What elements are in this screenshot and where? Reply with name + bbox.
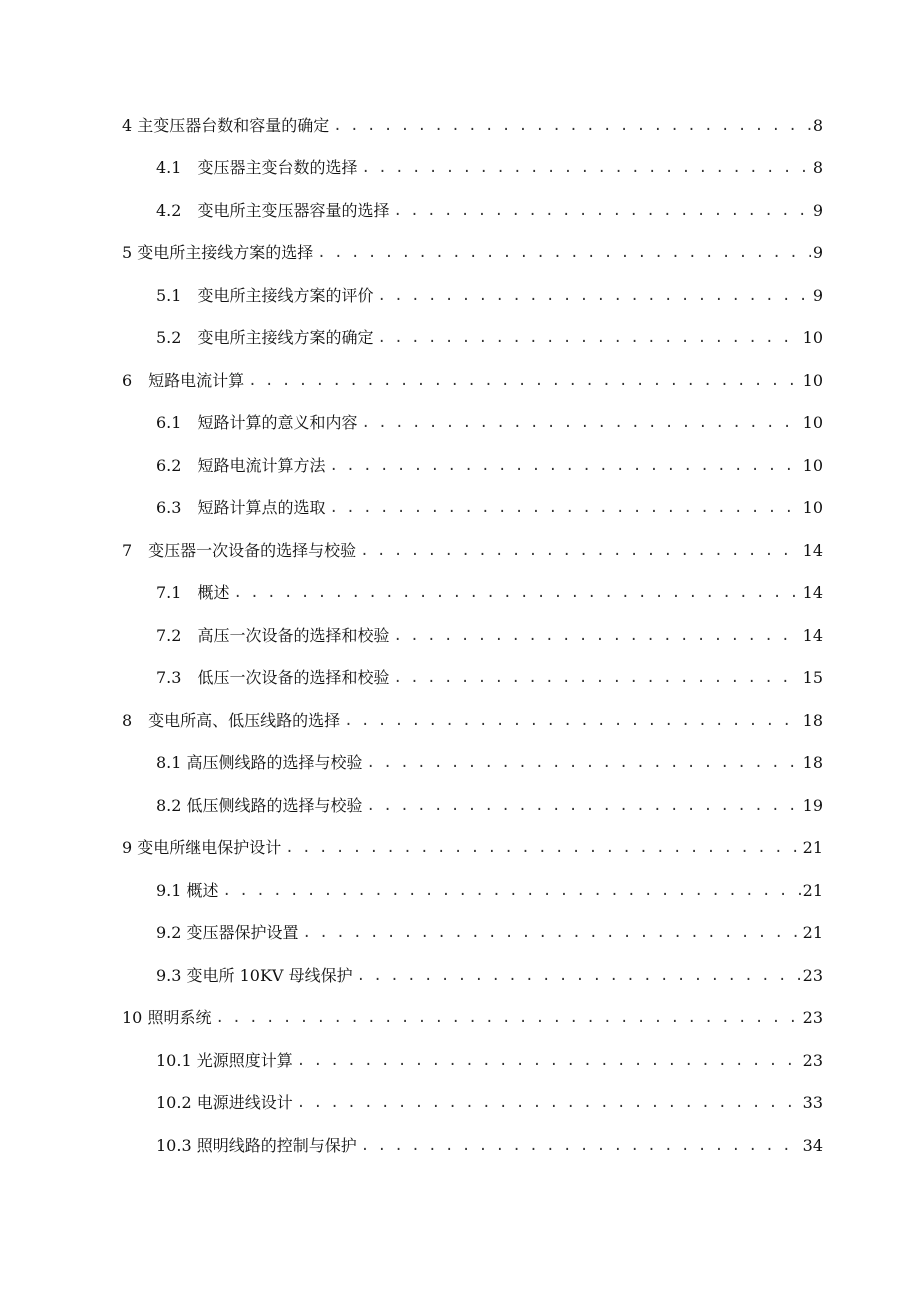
toc-dot-leader	[361, 1125, 801, 1167]
toc-entry-title: 8.1 高压侧线路的选择与校验	[156, 753, 363, 772]
toc-page-number: 10	[802, 413, 823, 432]
toc-entry-title: 10.1 光源照度计算	[156, 1051, 293, 1070]
toc-entry-title: 10.3 照明线路的控制与保护	[156, 1136, 357, 1155]
toc-entry[interactable]	[156, 317, 823, 359]
toc-page-number: 21	[802, 881, 823, 900]
toc-entry[interactable]	[156, 572, 823, 614]
toc-dot-leader	[393, 615, 800, 657]
toc-entry-title: 4.1 变压器主变台数的选择	[156, 158, 358, 177]
toc-page-number: 9	[812, 201, 823, 220]
toc-page-number: 23	[802, 1008, 823, 1027]
toc-dot-leader	[329, 487, 800, 529]
toc-entry-title: 10.2 电源进线设计	[156, 1093, 293, 1112]
toc-page-number: 18	[802, 753, 823, 772]
toc-dot-leader	[333, 105, 811, 147]
toc-entry-title: 4.2 变电所主变压器容量的选择	[156, 201, 390, 220]
toc-entry[interactable]	[156, 1125, 823, 1167]
toc-entry-title: 6.3 短路计算点的选取	[156, 498, 326, 517]
toc-dot-leader	[317, 232, 811, 274]
toc-dot-leader	[285, 827, 800, 869]
toc-entry[interactable]	[122, 827, 823, 869]
toc-entry[interactable]	[122, 360, 823, 402]
toc-entry-title: 4 主变压器台数和容量的确定	[122, 116, 330, 135]
toc-page-number: 34	[802, 1136, 823, 1155]
toc-dot-leader	[233, 572, 800, 614]
toc-page-number: 19	[802, 796, 823, 815]
toc-entry[interactable]	[156, 445, 823, 487]
toc-entry-title: 7.1 概述	[156, 583, 230, 602]
toc-page-number: 21	[802, 838, 823, 857]
toc-dot-leader	[215, 997, 800, 1039]
toc-page-number: 23	[802, 966, 823, 985]
toc-page-number: 14	[802, 583, 823, 602]
toc-entry[interactable]	[156, 487, 823, 529]
toc-page-number: 10	[802, 371, 823, 390]
toc-entry[interactable]	[156, 870, 823, 912]
toc-entry[interactable]	[122, 700, 823, 742]
toc-entry[interactable]	[156, 615, 823, 657]
toc-page-number: 8	[812, 116, 823, 135]
toc-dot-leader	[223, 870, 801, 912]
toc-page-number: 15	[802, 668, 823, 687]
toc-entry-title: 9.2 变压器保护设置	[156, 923, 299, 942]
toc-entry[interactable]	[156, 147, 823, 189]
toc-entry[interactable]	[156, 190, 823, 232]
toc-dot-leader	[248, 360, 800, 402]
toc-entry[interactable]	[156, 1040, 823, 1082]
toc-page-number: 8	[812, 158, 823, 177]
toc-entry-title: 6 短路电流计算	[122, 371, 245, 390]
toc-entry[interactable]	[122, 105, 823, 147]
toc-dot-leader	[377, 275, 810, 317]
toc-dot-leader	[377, 317, 800, 359]
toc-entry-title: 8.2 低压侧线路的选择与校验	[156, 796, 363, 815]
toc-entry[interactable]	[122, 997, 823, 1039]
toc-entry-title: 5 变电所主接线方案的选择	[122, 243, 314, 262]
toc-entry-title: 9 变电所继电保护设计	[122, 838, 282, 857]
toc-page-number: 10	[802, 456, 823, 475]
toc-entry[interactable]	[156, 912, 823, 954]
toc-dot-leader	[297, 1040, 801, 1082]
toc-entry-title: 8 变电所高、低压线路的选择	[122, 711, 341, 730]
toc-dot-leader	[303, 912, 801, 954]
toc-entry[interactable]	[156, 275, 823, 317]
toc-entry-title: 6.2 短路电流计算方法	[156, 456, 326, 475]
toc-page-number: 18	[802, 711, 823, 730]
toc-entry[interactable]	[156, 402, 823, 444]
toc-page-number: 21	[802, 923, 823, 942]
toc-page-number: 23	[802, 1051, 823, 1070]
toc-page-number: 10	[802, 328, 823, 347]
toc-entry[interactable]	[156, 657, 823, 699]
toc-entry[interactable]	[122, 530, 823, 572]
toc-dot-leader	[329, 445, 800, 487]
toc-dot-leader	[357, 955, 801, 997]
toc-entry[interactable]	[156, 1082, 823, 1124]
toc-page-number: 33	[802, 1093, 823, 1112]
toc-dot-leader	[361, 147, 810, 189]
toc-entry-title: 7 变压器一次设备的选择与校验	[122, 541, 357, 560]
toc-entry-title: 5.2 变电所主接线方案的确定	[156, 328, 374, 347]
toc-dot-leader	[361, 402, 800, 444]
toc-entry-title: 7.2 高压一次设备的选择和校验	[156, 626, 390, 645]
toc-entry[interactable]	[122, 232, 823, 274]
toc-dot-leader	[367, 785, 801, 827]
toc-dot-leader	[344, 700, 800, 742]
toc-dot-leader	[297, 1082, 801, 1124]
toc-page-number: 14	[802, 541, 823, 560]
toc-dot-leader	[393, 190, 810, 232]
toc-dot-leader	[367, 742, 801, 784]
toc-entry-title: 9.1 概述	[156, 881, 219, 900]
toc-entry-title: 9.3 变电所 10KV 母线保护	[156, 966, 353, 985]
toc-dot-leader	[393, 657, 800, 699]
toc-page-number: 14	[802, 626, 823, 645]
toc-entry-title: 5.1 变电所主接线方案的评价	[156, 286, 374, 305]
toc-page-number: 10	[802, 498, 823, 517]
toc-entry-title: 10 照明系统	[122, 1008, 212, 1027]
toc-page-number: 9	[812, 243, 823, 262]
toc-entry[interactable]	[156, 785, 823, 827]
toc-page-number: 9	[812, 286, 823, 305]
toc-entry[interactable]	[156, 955, 823, 997]
toc-entry[interactable]	[156, 742, 823, 784]
toc-dot-leader	[360, 530, 800, 572]
toc-entry-title: 7.3 低压一次设备的选择和校验	[156, 668, 390, 687]
toc-entry-title: 6.1 短路计算的意义和内容	[156, 413, 358, 432]
